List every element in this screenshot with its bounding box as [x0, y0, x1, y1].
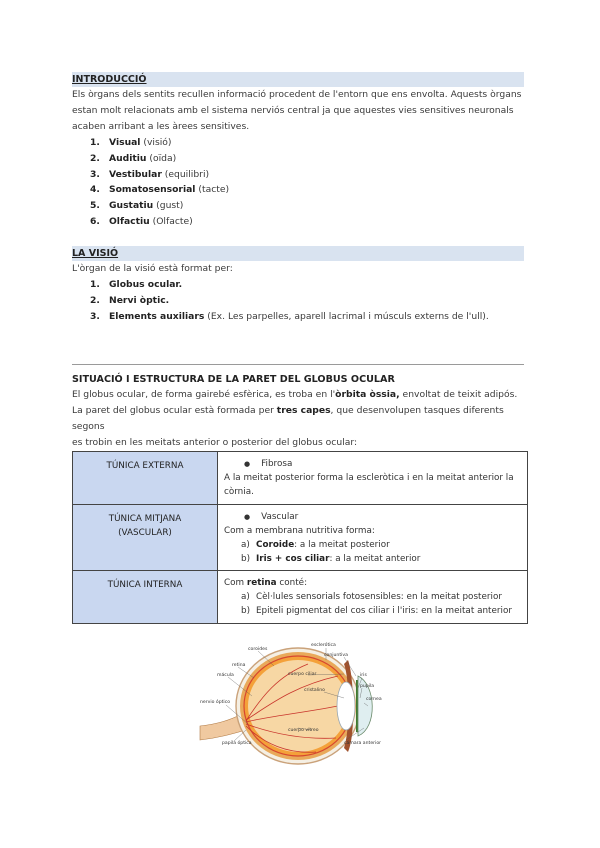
label-cuerpo-vitreo: cuerpo vítreo [288, 728, 319, 733]
label-pupila: pupila [360, 684, 375, 689]
table-row [73, 571, 528, 624]
list-item: 3. Vestibular (equilibri) [90, 168, 210, 180]
intro-line-2: estan molt relacionats amb el sistema nerviós central ja que aquestes vies sensitives neuronals [72, 105, 514, 116]
vision-list [90, 277, 520, 324]
tunica-externa-content [218, 452, 528, 505]
bullet-item: ● Fibrosa [224, 457, 521, 471]
sub-item: a) Coroide: a la meitat posterior [241, 540, 390, 550]
label-esclerotica: esclerótica [311, 643, 336, 648]
sub-item: a) Cèl·lules sensorials fotosensibles: en la meitat posterior [241, 592, 502, 602]
vision-heading: LA VISIÓ [72, 246, 524, 261]
tunica-interna-header: TÚNICA INTERNA [73, 571, 218, 624]
section-divider [72, 364, 524, 365]
table-row [73, 452, 528, 505]
structure-line-2: La paret del globus ocular està formada per tres capes, que desenvolupen tasques diferents segons [72, 405, 504, 432]
list-item: 4. Somatosensorial (tacte) [90, 184, 230, 196]
label-iris: iris [360, 673, 367, 678]
label-papila-optica: papila óptica [222, 741, 252, 746]
list-item: 1. Globus ocular. [90, 279, 183, 290]
table-row [73, 505, 528, 571]
vision-text: L'òrgan de la visió està format per: [72, 263, 233, 274]
tunica-mitjana-header [73, 505, 218, 571]
cell-text: Com retina conté: [224, 578, 308, 588]
cell-text: A la meitat posterior forma la escleròtica i en la meitat anterior la còrnia. [224, 473, 514, 497]
tunica-mitjana-content [218, 505, 528, 571]
tunics-table [72, 451, 528, 624]
label-conjuntiva: conjuntiva [324, 653, 348, 658]
label-cuerpo-ciliar: cuerpo ciliar [288, 672, 317, 677]
structure-paragraph [72, 387, 528, 451]
tunica-interna-content [218, 571, 528, 624]
sub-item: b) Iris + cos ciliar: a la meitat anterior [241, 554, 421, 564]
eye-diagram [198, 636, 408, 771]
cell-text: Com a membrana nutritiva forma: [224, 526, 375, 536]
label-cornea: cornea [366, 697, 382, 702]
structure-line-3: es trobin en les meitats anterior o posterior del globus ocular: [72, 437, 358, 448]
lens [337, 682, 355, 730]
label-camara-anterior: cámara anterior [344, 741, 382, 746]
intro-heading: INTRODUCCIÓ [72, 72, 524, 87]
label-retina: retina [232, 663, 246, 668]
list-item: 6. Olfactiu (Olfacte) [90, 215, 193, 227]
intro-line-1: Els òrgans dels sentits recullen informació procedent de l'entorn que ens envolta. Aquests òrgans [72, 89, 522, 100]
label-macula: mácula [217, 673, 234, 678]
intro-line-3: acaben arribant a les àrees sensitives. [72, 121, 250, 132]
label-nervio-optico: nervio óptico [200, 700, 231, 705]
bullet-item: ● Vascular [224, 510, 521, 524]
header-line: (VASCULAR) [118, 528, 172, 538]
tunica-externa-header: TÚNICA EXTERNA [73, 452, 218, 505]
intro-paragraph [72, 87, 528, 135]
list-item: 5. Gustatiu (gust) [90, 200, 184, 212]
list-item: 3. Elements auxiliars (Ex. Les parpelles, aparell lacrimal i músculs externs de l'ull). [90, 310, 489, 322]
structure-line-1: El globus ocular, de forma gairebé esfèrica, es troba en l'òrbita òssia, envoltat de teixit adipós. [72, 389, 518, 400]
list-item: 1. Visual (visió) [90, 137, 172, 148]
label-cristalino: cristalino [304, 688, 325, 693]
sub-item: b) Epiteli pigmentat del cos ciliar i l'iris: en la meitat anterior [241, 606, 512, 616]
header-line: TÚNICA MITJANA [108, 514, 182, 524]
senses-list [90, 135, 520, 230]
structure-title: SITUACIÓ I ESTRUCTURA DE LA PARET DEL GLOBUS OCULAR [72, 374, 395, 385]
list-item: 2. Auditiu (oïda) [90, 152, 177, 164]
label-coroides: coroides [248, 647, 268, 652]
list-item: 2. Nervi òptic. [90, 294, 170, 306]
